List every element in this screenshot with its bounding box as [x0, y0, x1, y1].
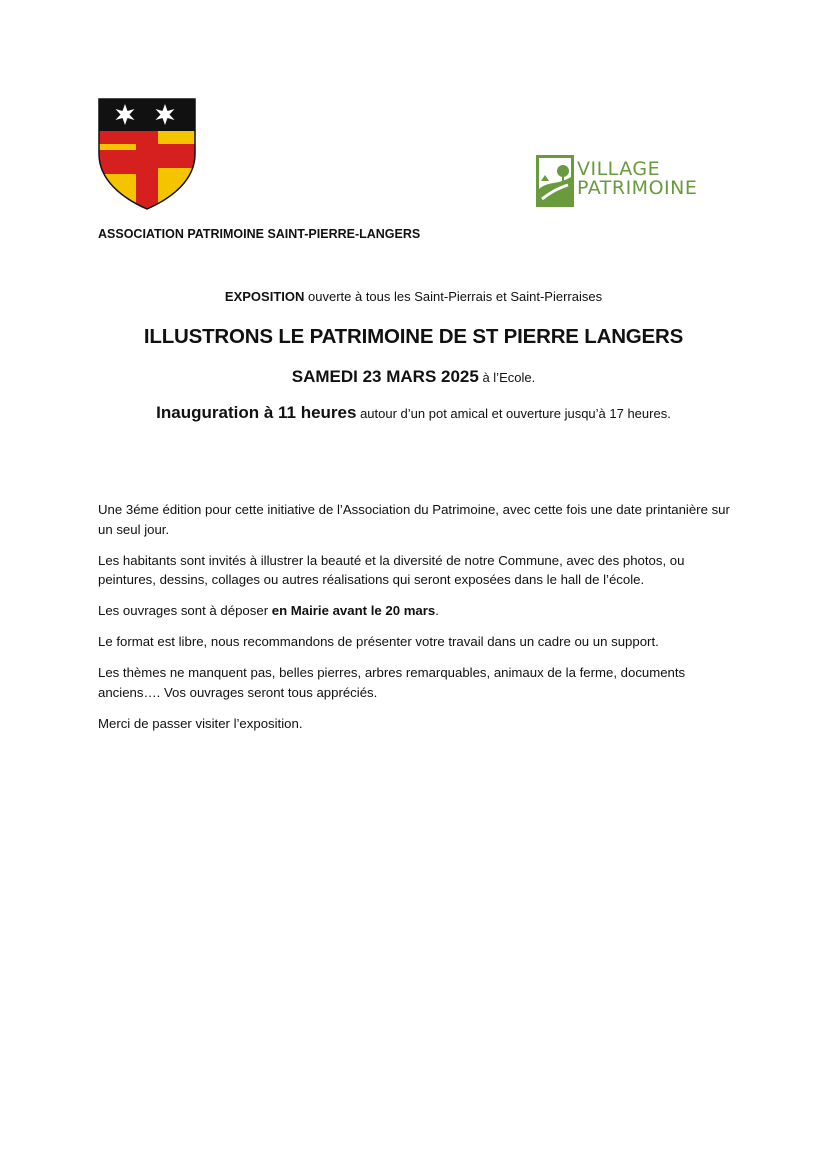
inauguration-details: autour d’un pot amical et ouverture jusqu’à 17 heures. — [356, 406, 671, 421]
body-text — [98, 500, 738, 745]
event-date: SAMEDI 23 MARS 2025 — [291, 367, 479, 386]
association-name: ASSOCIATION PATRIMOINE SAINT-PIERRE-LANGERS — [98, 227, 421, 241]
paragraph-format: Le format est libre, nous recommandons de présenter votre travail dans un cadre ou un support. — [98, 634, 659, 649]
paragraph-themes: Les thèmes ne manquent pas, belles pierres, arbres remarquables, animaux de la ferme, documents anciens…. Vos ouvrages seront tous appréciés. — [98, 665, 686, 700]
inauguration-time: Inauguration à 11 heures — [156, 403, 357, 422]
exposition-description: ouverte à tous les Saint-Pierrais et Saint-Pierraises — [304, 289, 603, 304]
logo-word-village: VILLAGE — [577, 158, 661, 180]
paragraph-deposit — [98, 601, 738, 621]
village-landscape-icon — [536, 155, 574, 207]
village-patrimoine-logo — [536, 155, 718, 209]
exposition-label: EXPOSITION — [224, 289, 305, 304]
paragraph-edition: Une 3éme édition pour cette initiative de l’Association du Patrimoine, avec cette fois une date printanière sur un seul jour. — [98, 502, 730, 537]
coat-of-arms-icon — [98, 98, 196, 210]
event-location: à l’Ecole. — [478, 370, 536, 385]
logo-word-patrimoine: PATRIMOINE — [577, 177, 698, 199]
paragraph-invitation: Les habitants sont invités à illustrer la beauté et la diversité de notre Commune, avec des photos, ou peintures, dessins, collages ou autres réalisations qui seront exposées dans le hall de l’école. — [98, 552, 685, 587]
deposit-deadline: en Mairie avant le 20 mars — [271, 603, 436, 618]
date-line — [0, 367, 827, 387]
page-title: ILLUSTRONS LE PATRIMOINE DE ST PIERRE LANGERS — [143, 325, 684, 348]
deposit-text-start: Les ouvrages sont à déposer — [98, 603, 272, 618]
exposition-line — [0, 289, 827, 304]
paragraph-closing: Merci de passer visiter l’exposition. — [98, 715, 303, 731]
deposit-text-end: . — [435, 603, 439, 618]
inauguration-line — [0, 403, 827, 423]
